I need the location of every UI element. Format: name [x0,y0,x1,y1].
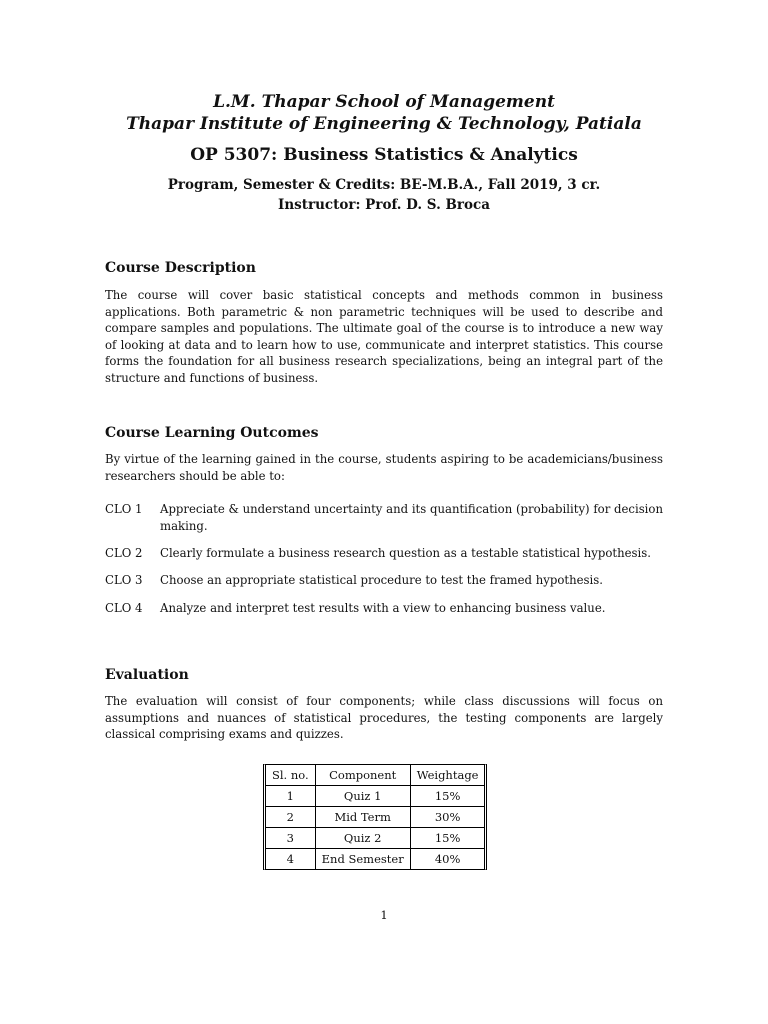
clo-item [105,600,663,617]
table-cell: 15% [411,828,485,849]
column-header: Component [316,765,411,786]
table-cell: Mid Term [316,807,411,828]
clo-text: Analyze and interpret test results with a view to enhancing business value. [160,601,606,615]
clo-text: Appreciate & understand uncertainty and its quantification (probability) for decision making. [160,502,663,533]
learning-outcomes-intro: By virtue of the learning gained in the course, students aspiring to be academicians/business researchers should be able to: [105,452,663,483]
table-header-row [266,765,484,786]
table-row [266,828,484,849]
table-cell: 30% [411,807,485,828]
column-header: Weightage [411,765,485,786]
evaluation-heading: Evaluation [105,667,189,683]
course-description-heading: Course Description [105,260,256,276]
clo-text: Choose an appropriate statistical procedure to test the framed hypothesis. [160,573,603,587]
table-row [266,849,484,869]
document-page [105,0,663,1024]
table-row [266,807,484,828]
table-cell: Quiz 2 [316,828,411,849]
table-cell: 15% [411,786,485,807]
page-number: 1 [380,908,388,922]
clo-tag: CLO 3 [105,573,143,587]
table-row [266,786,484,807]
clo-item [105,501,663,534]
column-header: Sl. no. [266,765,316,786]
clo-tag: CLO 1 [105,502,143,516]
evaluation-table [263,764,487,870]
clo-text: Clearly formulate a business research question as a testable statistical hypothesis. [160,546,652,560]
course-description-text: The course will cover basic statistical concepts and methods common in business applications. Both parametric & non parametric techniques will be used to describe and compare samples and populations. The ultimate goal of the course is to introduce a new way of looking at data and to learn how to use, communicate and interpret statistics. This course forms the foundation for all business research specializations, being an integral part of the structure and functions of business. [105,288,663,385]
table-cell: 2 [266,807,316,828]
evaluation-text: The evaluation will consist of four components; while class discussions will focus on assumptions and nuances of statistical procedures, the testing components are largely classical comprising exams and quizzes. [105,694,663,741]
clo-item [105,545,663,562]
table-cell: End Semester [316,849,411,869]
clo-tag: CLO 2 [105,546,143,560]
clo-tag: CLO 4 [105,601,143,615]
school-title: L.M. Thapar School of Management [213,92,555,112]
table-cell: Quiz 1 [316,786,411,807]
table-cell: 4 [266,849,316,869]
institute-title: Thapar Institute of Engineering & Technology, Patiala [126,114,642,134]
instructor-line: Instructor: Prof. D. S. Broca [278,197,490,213]
program-line: Program, Semester & Credits: BE-M.B.A., Fall 2019, 3 cr. [167,177,601,193]
table-cell: 1 [266,786,316,807]
learning-outcomes-heading: Course Learning Outcomes [105,425,319,441]
table-cell: 40% [434,852,461,866]
table-cell: 3 [266,828,316,849]
clo-item [105,572,663,589]
course-title: OP 5307: Business Statistics & Analytics [190,145,578,165]
